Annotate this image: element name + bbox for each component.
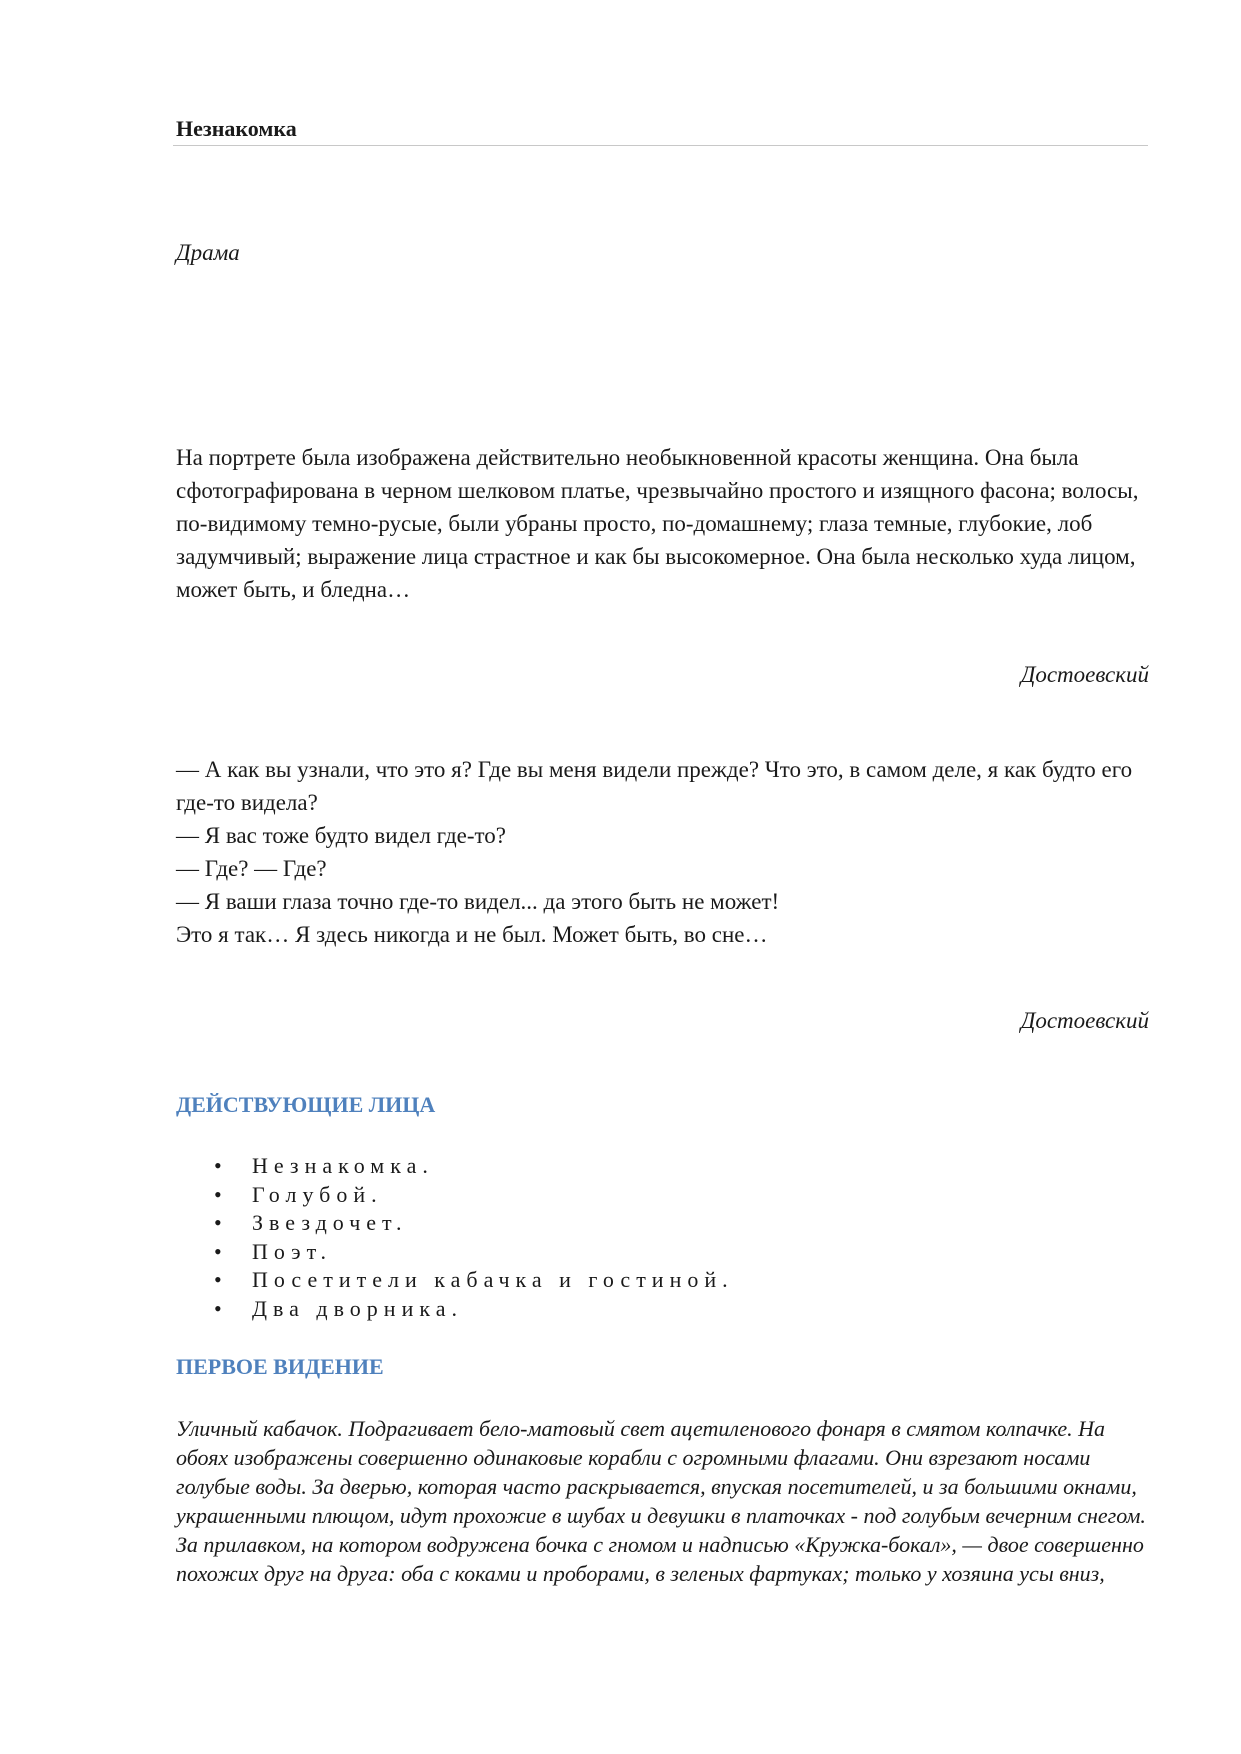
- first-vision-heading: ПЕРВОЕ ВИДЕНИЕ: [176, 1354, 384, 1379]
- cast-member: [210, 1181, 734, 1210]
- document-title: Незнакомка: [176, 116, 297, 141]
- cast-member-name: Незнакомка.: [252, 1153, 434, 1178]
- bullet-icon: •: [214, 1210, 222, 1235]
- cast-member: [210, 1152, 734, 1181]
- cast-list: [210, 1152, 734, 1323]
- cast-heading: ДЕЙСТВУЮЩИЕ ЛИЦА: [176, 1092, 436, 1117]
- cast-member-name: Два дворника.: [252, 1295, 463, 1321]
- epigraph-author: Достоевский: [1020, 1008, 1149, 1033]
- dialogue-line: — Я ваши глаза точно где-то видел... да этого быть не может!: [176, 889, 780, 914]
- bullet-icon: •: [214, 1181, 222, 1207]
- cast-member-name: Звездочет.: [252, 1210, 408, 1235]
- epigraph-portrait: [176, 441, 1156, 606]
- cast-member: [210, 1295, 734, 1324]
- stage-direction-paragraph: Уличный кабачок. Подрагивает бело-матовый свет ацетиленового фонаря в смятом колпачке. На обоях изображены совершенно одинаковые корабли с огромными флагами. Они взрезают носами голубые воды. За дверью, которая часто раскрывается, впуская посетителей, и за большими окнами, украшенными плющом, идут прохожие в шубах и девушки в платочках - под голубым вечерним снегом. За прилавком, на котором водружена бочка с гномом и надписью «Кружка-бокал», — двое совершенно похожих друг на друга: оба с коками и проборами, в зеленых фартуках; только у хозяина усы вниз,: [176, 1416, 1146, 1586]
- cast-member: [210, 1238, 734, 1267]
- bullet-icon: •: [214, 1153, 222, 1178]
- dialogue-line: — А как вы узнали, что это я? Где вы меня видели прежде? Что это, в самом деле, я как будто его где-то видела?: [176, 757, 1133, 815]
- cast-member: [210, 1209, 734, 1238]
- epigraph-paragraph: На портрете была изображена действительно необыкновенной красоты женщина. Она была сфотографирована в черном шелковом платье, чрезвычайно простого и изящного фасона; волосы, по-видимому темно-русые, были убраны просто, по-домашнему; глаза темные, глубокие, лоб задумчивый; выражение лица страстное и как бы высокомерное. Она была несколько худа лицом, может быть, и бледна…: [176, 445, 1139, 602]
- epigraph-dialogue: [176, 753, 1156, 951]
- dialogue-line: — Где? — Где?: [176, 856, 327, 881]
- dialogue-line: Это я так… Я здесь никогда и не был. Может быть, во сне…: [176, 922, 768, 947]
- bullet-icon: •: [214, 1238, 222, 1264]
- bullet-icon: •: [214, 1267, 222, 1292]
- cast-member: [210, 1266, 734, 1295]
- epigraph-author: Достоевский: [1020, 662, 1149, 687]
- dialogue-line: — Я вас тоже будто видел где-то?: [176, 823, 506, 848]
- cast-member-name: Голубой.: [252, 1181, 383, 1207]
- bullet-icon: •: [214, 1295, 222, 1321]
- cast-member-name: Поэт.: [252, 1238, 333, 1264]
- cast-member-name: Посетители кабачка и гостиной.: [252, 1267, 734, 1292]
- title-divider: [173, 145, 1148, 146]
- genre-label: Драма: [176, 240, 240, 265]
